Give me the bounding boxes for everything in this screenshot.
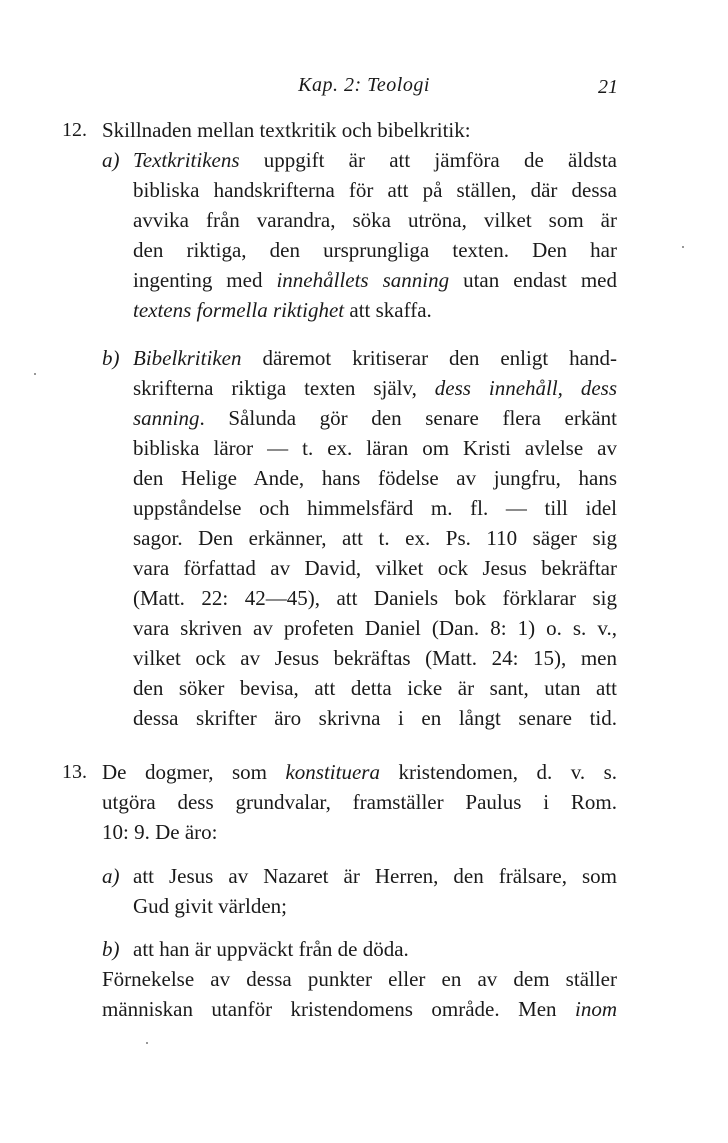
section-12a-line-2: bibliska handskrifterna för att på ställen, där dessa xyxy=(133,178,617,202)
section-12a-line-6: textens formella riktighet att skaffa. xyxy=(133,298,432,322)
section-13a-marker: a) xyxy=(102,864,120,888)
section-13-number: 13. xyxy=(62,761,87,783)
section-13-line-1: De dogmer, som konstituera kristendomen, d. v. s. xyxy=(102,760,617,784)
term-bibelkritiken: Bibelkritiken xyxy=(133,346,242,370)
section-13-line-3: 10: 9. De äro: xyxy=(102,820,218,844)
section-13-line-2: utgöra dess grundvalar, framställer Paulus i Rom. xyxy=(102,790,617,814)
section-12b-line-1: Bibelkritiken däremot kritiserar den enligt hand- xyxy=(133,346,617,370)
section-13a-line-2: Gud givit världen; xyxy=(133,894,287,918)
section-12b-line-5: den Helige Ande, hans födelse av jungfru, hans xyxy=(133,466,617,490)
section-12b-marker: b) xyxy=(102,346,120,370)
section-13-paragraph-line-2: människan utanför kristendomens område. Men inom xyxy=(102,997,617,1021)
speck-mark xyxy=(682,246,684,248)
section-12b-line-13: dessa skrifter äro skrivna i en långt senare tid. xyxy=(133,706,617,730)
section-12a-line-3: avvika från varandra, söka utröna, vilket som är xyxy=(133,208,617,232)
section-13b-line-1: att han är uppväckt från de döda. xyxy=(133,937,409,961)
section-12b-line-2: skrifterna riktiga texten själv, dess innehåll, dess xyxy=(133,376,618,400)
section-12b-line-10: vara skriven av profeten Daniel (Dan. 8: 1) o. s. v., xyxy=(133,616,617,640)
section-12-number: 12. xyxy=(62,119,87,141)
term-textkritikens: Textkritikens xyxy=(133,148,240,172)
section-12b-line-4: bibliska läror — t. ex. läran om Kristi avlelse av xyxy=(133,436,617,460)
page-header xyxy=(0,74,728,104)
section-12b-line-9: (Matt. 22: 42—45), att Daniels bok förklarar sig xyxy=(133,586,617,610)
section-12b-line-7: sagor. Den erkänner, att t. ex. Ps. 110 säger sig xyxy=(133,526,617,550)
section-12a-line-1: Textkritikens uppgift är att jämföra de äldsta xyxy=(133,148,617,172)
page-number: 21 xyxy=(598,76,618,98)
section-12b-line-6: uppståndelse och himmelsfärd m. fl. — till idel xyxy=(133,496,617,520)
section-12b-line-8: vara författad av David, vilket ock Jesus bekräftar xyxy=(133,556,617,580)
section-12a-line-5: ingenting med innehållets sanning utan endast med xyxy=(133,268,617,292)
speck-mark xyxy=(34,373,36,375)
section-12b-line-11: vilket ock av Jesus bekräftas (Matt. 24: 15), men xyxy=(133,646,617,670)
section-12a-marker: a) xyxy=(102,148,120,172)
speck-mark xyxy=(146,1042,148,1044)
section-13b-marker: b) xyxy=(102,937,120,961)
section-12b-line-12: den söker bevisa, att detta icke är sant, utan att xyxy=(133,676,617,700)
section-13-paragraph-line-1: Förnekelse av dessa punkter eller en av dem ställer xyxy=(102,967,617,991)
section-13a-line-1: att Jesus av Nazaret är Herren, den frälsare, som xyxy=(133,864,617,888)
running-head: Kap. 2: Teologi xyxy=(298,74,430,96)
section-12b-line-3: sanning. Sålunda gör den senare flera erkänt xyxy=(133,406,617,430)
section-12-heading: Skillnaden mellan textkritik och bibelkritik: xyxy=(102,118,471,142)
section-12a-line-4: den riktiga, den ursprungliga texten. Den har xyxy=(133,238,617,262)
